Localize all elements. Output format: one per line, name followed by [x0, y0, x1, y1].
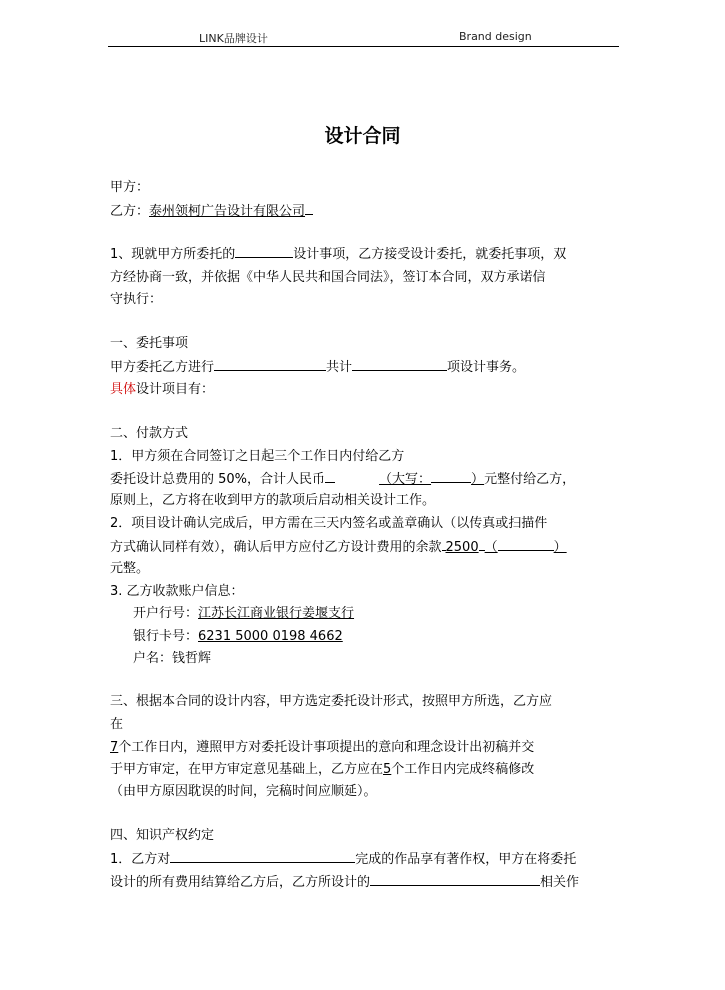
s3-days-1: 7: [110, 740, 119, 755]
s2-p1-text-a: 委托设计总费用的 50%，合计人民币: [110, 472, 326, 487]
bank-line: [133, 603, 354, 625]
intro-text-a: 1、现就甲方所委托的: [110, 247, 236, 262]
s2-p2-text-a: 方式确认同样有效），确认后甲方应付乙方设计费用的余款: [110, 540, 442, 555]
party-b-line: [110, 200, 313, 223]
intro-line-3: 守执行：: [110, 292, 163, 307]
intro-text-b: 设计事项，乙方接受设计委托，就委托事项，双: [293, 247, 567, 262]
section-1-heading: 一、委托事项: [110, 336, 189, 351]
account-name-value: 钱哲辉: [172, 651, 212, 666]
intro-line-2: 方经协商一致，并依据《中华人民共和国合同法》，签订本合同，双方承诺信: [110, 270, 546, 285]
s3-text-3a: 个工作日内，遵照甲方对委托设计事项提出的意向和理念设计出初稿并交: [118, 740, 535, 755]
section-2-p1-line-2: [110, 468, 575, 491]
header-divider: [108, 46, 619, 47]
s1-text-a: 甲方委托乙方进行: [110, 360, 215, 375]
s2-p2-close-paren: ）: [553, 540, 567, 555]
section-3-line-2: 在: [110, 717, 124, 732]
section-1-line-1: [110, 356, 525, 379]
section-2-p1-line-1: 1．甲方须在合同签订之日起三个工作日内付给乙方: [110, 449, 405, 464]
party-a-line: [110, 177, 149, 199]
s4-blank-2: [370, 871, 540, 886]
bank-value: 江苏长江商业银行姜堰支行: [198, 606, 355, 621]
s4-text-1b: 完成的作品享有著作权，甲方在将委托: [355, 852, 577, 867]
s3-days-2: 5: [383, 762, 392, 777]
s3-text-4a: 于甲方审定，在甲方审定意见基础上，乙方应在: [110, 762, 384, 777]
account-name-line: [133, 648, 211, 670]
section-2-p2-line-1: 2．项目设计确认完成后，甲方需在三天内签名或盖章确认（以传真或扫描件: [110, 516, 548, 531]
bank-label: 开户行号：: [133, 606, 199, 621]
s1-text-b: 共计: [326, 360, 353, 375]
s4-text-1a: 1．乙方对: [110, 852, 171, 867]
s2-p1-daxie: （大写：: [379, 472, 432, 487]
section-2-p2-line-2: [110, 536, 567, 559]
s4-blank-1: [170, 848, 355, 863]
s2-p2-open-paren: （: [484, 540, 498, 555]
s4-text-2a: 设计的所有费用结算给乙方后，乙方所设计的: [110, 875, 371, 890]
section-2-p3-heading: 3. 乙方收款账户信息：: [110, 584, 244, 599]
s2-p2-blank: [498, 536, 554, 551]
section-4-line-2: [110, 871, 579, 894]
page-title: 设计合同: [324, 125, 401, 147]
header-left: LINK品牌设计: [199, 32, 268, 45]
s1-blank-project: [214, 356, 326, 371]
s2-p1-close-paren: ）: [471, 472, 485, 487]
account-name-label: 户名：: [133, 651, 173, 666]
section-3-line-1: 三、根据本合同的设计内容，甲方选定委托设计形式，按照甲方所选，乙方应: [110, 694, 553, 709]
s2-p1-blank-daxie: [431, 468, 471, 483]
s3-text-4b: 个工作日内完成终稿修改: [391, 762, 535, 777]
s4-text-2b: 相关作: [540, 875, 580, 890]
intro-line-1: [110, 243, 566, 266]
header-right: Brand design: [459, 30, 532, 43]
party-b-trailing-blank: [305, 200, 313, 215]
section-1-line-2: [110, 379, 214, 401]
s2-p1-blank-rmb: [325, 468, 335, 483]
s1-text-c: 项设计事务。: [447, 360, 526, 375]
s1-text-rest: 设计项目有：: [136, 382, 215, 397]
s2-p1-text-d: 元整付给乙方，: [484, 472, 576, 487]
s1-red-text: 具体: [110, 382, 137, 397]
section-4-heading: 四、知识产权约定: [110, 828, 215, 843]
party-b-label: 乙方：: [110, 204, 150, 219]
s1-blank-count: [352, 356, 447, 371]
section-2-p2-line-3: 元整。: [110, 561, 150, 576]
intro-blank: [235, 243, 293, 258]
section-3-line-4: [110, 759, 534, 781]
card-value: 6231 5000 0198 4662: [198, 629, 343, 644]
s2-p2-amount: 2500: [445, 540, 479, 555]
card-line: [133, 626, 343, 648]
section-3-line-3: [110, 737, 534, 759]
section-3-line-5: （由甲方原因耽误的时间，完稿时间应顺延）。: [110, 784, 377, 799]
section-2-p1-line-3: 原则上，乙方将在收到甲方的款项后启动相关设计工作。: [110, 493, 436, 508]
card-label: 银行卡号：: [133, 629, 199, 644]
party-a-label: 甲方：: [110, 180, 150, 195]
party-b-value: 泰州领柯广告设计有限公司: [149, 204, 306, 219]
section-4-line-1: [110, 848, 576, 871]
section-2-heading: 二、付款方式: [110, 426, 189, 441]
